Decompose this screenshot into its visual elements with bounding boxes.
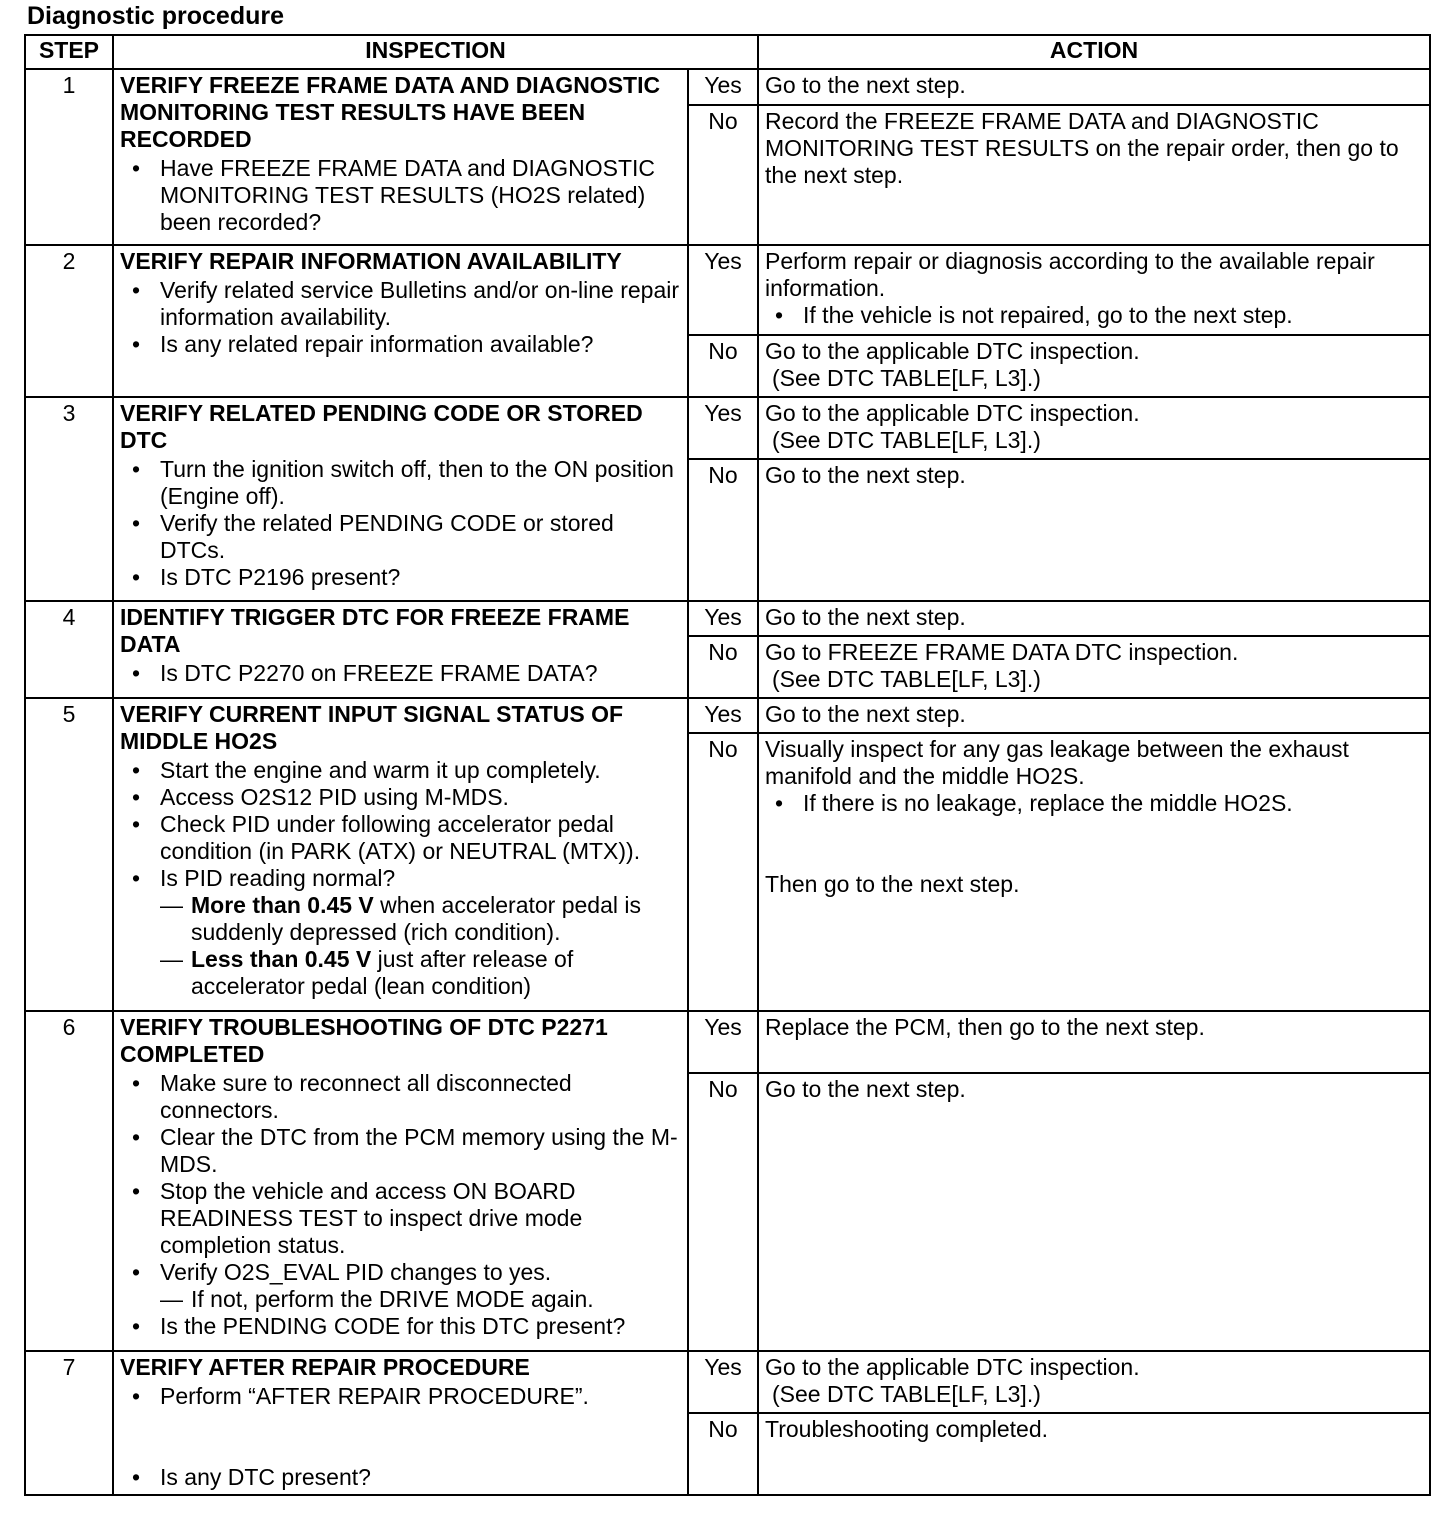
action-text: Go to the applicable DTC inspection. bbox=[765, 338, 1140, 364]
spacer bbox=[765, 817, 1423, 871]
inspection-bullet: • Is DTC P2196 present? bbox=[120, 564, 681, 591]
no-action: Troubleshooting completed. bbox=[758, 1413, 1430, 1495]
step-inspection bbox=[113, 1351, 688, 1495]
step-title: VERIFY REPAIR INFORMATION AVAILABILITY bbox=[120, 248, 622, 274]
inspection-bullet-text: Verify O2S_EVAL PID changes to yes. bbox=[160, 1259, 552, 1285]
document-title: Diagnostic procedure bbox=[27, 2, 284, 30]
inspection-bullet bbox=[120, 1259, 681, 1313]
step-title: VERIFY TROUBLESHOOTING OF DTC P2271 COMPLETED bbox=[120, 1014, 608, 1067]
inspection-bullet: • Is DTC P2270 on FREEZE FRAME DATA? bbox=[120, 660, 681, 687]
header-step: STEP bbox=[25, 35, 113, 69]
step-1-yes-row bbox=[25, 69, 1430, 105]
step-number: 7 bbox=[25, 1351, 113, 1495]
no-label: No bbox=[688, 1073, 758, 1351]
diagnostic-procedure-table bbox=[24, 34, 1431, 1496]
yes-label: Yes bbox=[688, 397, 758, 459]
inspection-bullet: • Check PID under following accelerator pedal condition (in PARK (ATX) or NEUTRAL (MTX)). bbox=[120, 811, 681, 865]
action-bullet: • If the vehicle is not repaired, go to the next step. bbox=[765, 302, 1423, 329]
step-title: VERIFY RELATED PENDING CODE OR STORED DTC bbox=[120, 400, 643, 453]
no-label: No bbox=[688, 105, 758, 245]
step-number: 2 bbox=[25, 245, 113, 397]
inspection-bullet: • Access O2S12 PID using M-MDS. bbox=[120, 784, 681, 811]
inspection-bullet: • Clear the DTC from the PCM memory using the M-MDS. bbox=[120, 1124, 681, 1178]
step-3-yes-row bbox=[25, 397, 1430, 459]
action-text: Go to the applicable DTC inspection. bbox=[765, 400, 1140, 426]
action-text: Perform repair or diagnosis according to the available repair information. bbox=[765, 248, 1375, 301]
action-reference-link[interactable]: (See DTC TABLE[LF, L3].) bbox=[772, 1381, 1041, 1407]
inspection-bullet: • Perform “AFTER REPAIR PROCEDURE”. bbox=[120, 1383, 681, 1410]
step-title: VERIFY FREEZE FRAME DATA AND DIAGNOSTIC MONITORING TEST RESULTS HAVE BEEN RECORDED bbox=[120, 72, 661, 152]
no-label: No bbox=[688, 335, 758, 397]
step-title: IDENTIFY TRIGGER DTC FOR FREEZE FRAME DATA bbox=[120, 604, 630, 657]
no-label: No bbox=[688, 1413, 758, 1495]
inspection-bullet: • Verify related service Bulletins and/or on-line repair information availability. bbox=[120, 277, 681, 331]
no-action: Go to the next step. bbox=[758, 459, 1430, 601]
yes-label: Yes bbox=[688, 698, 758, 733]
yes-action: Replace the PCM, then go to the next step. bbox=[758, 1011, 1430, 1073]
sub-item: — If not, perform the DRIVE MODE again. bbox=[160, 1286, 681, 1313]
inspection-bullet: • Is any DTC present? bbox=[120, 1464, 681, 1491]
step-inspection bbox=[113, 69, 688, 245]
step-number: 3 bbox=[25, 397, 113, 601]
yes-action: Go to the next step. bbox=[758, 698, 1430, 733]
step-number: 6 bbox=[25, 1011, 113, 1351]
yes-label: Yes bbox=[688, 1011, 758, 1073]
header-inspection: INSPECTION bbox=[113, 35, 758, 69]
step-5-yes-row bbox=[25, 698, 1430, 733]
no-action: Record the FREEZE FRAME DATA and DIAGNOSTIC MONITORING TEST RESULTS on the repair order, then go to the next step. bbox=[758, 105, 1430, 245]
step-title: VERIFY AFTER REPAIR PROCEDURE bbox=[120, 1354, 530, 1380]
yes-label: Yes bbox=[688, 1351, 758, 1413]
action-reference-link[interactable]: (See DTC TABLE[LF, L3].) bbox=[772, 365, 1041, 391]
spacer bbox=[120, 1410, 681, 1462]
inspection-bullet: • Start the engine and warm it up completely. bbox=[120, 757, 681, 784]
no-label: No bbox=[688, 733, 758, 1011]
inspection-bullet: • Make sure to reconnect all disconnected connectors. bbox=[120, 1070, 681, 1124]
yes-label: Yes bbox=[688, 601, 758, 636]
inspection-bullet: • Have FREEZE FRAME DATA and DIAGNOSTIC MONITORING TEST RESULTS (HO2S related) been recorded? bbox=[120, 155, 681, 236]
inspection-bullet: • Turn the ignition switch off, then to the ON position (Engine off). bbox=[120, 456, 681, 510]
yes-action bbox=[758, 1351, 1430, 1413]
action-reference-link[interactable]: (See DTC TABLE[LF, L3].) bbox=[772, 666, 1041, 692]
sub-item bbox=[160, 946, 681, 1000]
sub-item bbox=[160, 892, 681, 946]
threshold-condition: when accelerator pedal is suddenly depressed (rich condition). bbox=[191, 892, 641, 945]
threshold-value: More than 0.45 V bbox=[191, 892, 374, 918]
inspection-bullet: • Is any related repair information available? bbox=[120, 331, 681, 358]
inspection-bullet: • Is the PENDING CODE for this DTC present? bbox=[120, 1313, 681, 1340]
no-action: Go to the next step. bbox=[758, 1073, 1430, 1351]
yes-label: Yes bbox=[688, 245, 758, 335]
threshold-condition: just after release of accelerator pedal (lean condition) bbox=[191, 946, 574, 999]
step-4-yes-row bbox=[25, 601, 1430, 636]
action-reference-link[interactable]: (See DTC TABLE[LF, L3].) bbox=[772, 427, 1041, 453]
step-2-yes-row bbox=[25, 245, 1430, 335]
step-6-yes-row bbox=[25, 1011, 1430, 1073]
action-text: Go to FREEZE FRAME DATA DTC inspection. bbox=[765, 639, 1239, 665]
step-inspection bbox=[113, 601, 688, 698]
yes-label: Yes bbox=[688, 69, 758, 105]
action-text-after: Then go to the next step. bbox=[765, 871, 1020, 897]
yes-action bbox=[758, 245, 1430, 335]
no-action bbox=[758, 636, 1430, 698]
yes-action bbox=[758, 397, 1430, 459]
yes-action: Go to the next step. bbox=[758, 69, 1430, 105]
step-inspection bbox=[113, 245, 688, 397]
step-inspection bbox=[113, 1011, 688, 1351]
step-number: 5 bbox=[25, 698, 113, 1011]
step-7-yes-row bbox=[25, 1351, 1430, 1413]
step-number: 1 bbox=[25, 69, 113, 245]
header-action: ACTION bbox=[758, 35, 1430, 69]
no-label: No bbox=[688, 636, 758, 698]
step-title: VERIFY CURRENT INPUT SIGNAL STATUS OF MIDDLE HO2S bbox=[120, 701, 624, 754]
action-text: Go to the applicable DTC inspection. bbox=[765, 1354, 1140, 1380]
step-inspection bbox=[113, 397, 688, 601]
inspection-bullet-text: Is PID reading normal? bbox=[160, 865, 396, 891]
threshold-value: Less than 0.45 V bbox=[191, 946, 372, 972]
no-action bbox=[758, 733, 1430, 1011]
inspection-bullet bbox=[120, 865, 681, 1000]
action-bullet: • If there is no leakage, replace the middle HO2S. bbox=[765, 790, 1423, 817]
no-action bbox=[758, 335, 1430, 397]
inspection-bullet: • Verify the related PENDING CODE or stored DTCs. bbox=[120, 510, 681, 564]
yes-action: Go to the next step. bbox=[758, 601, 1430, 636]
no-label: No bbox=[688, 459, 758, 601]
step-number: 4 bbox=[25, 601, 113, 698]
inspection-bullet: • Stop the vehicle and access ON BOARD READINESS TEST to inspect drive mode completion status. bbox=[120, 1178, 681, 1259]
step-inspection bbox=[113, 698, 688, 1011]
table-header-row bbox=[25, 35, 1430, 69]
action-text: Visually inspect for any gas leakage between the exhaust manifold and the middle HO2S. bbox=[765, 736, 1349, 789]
